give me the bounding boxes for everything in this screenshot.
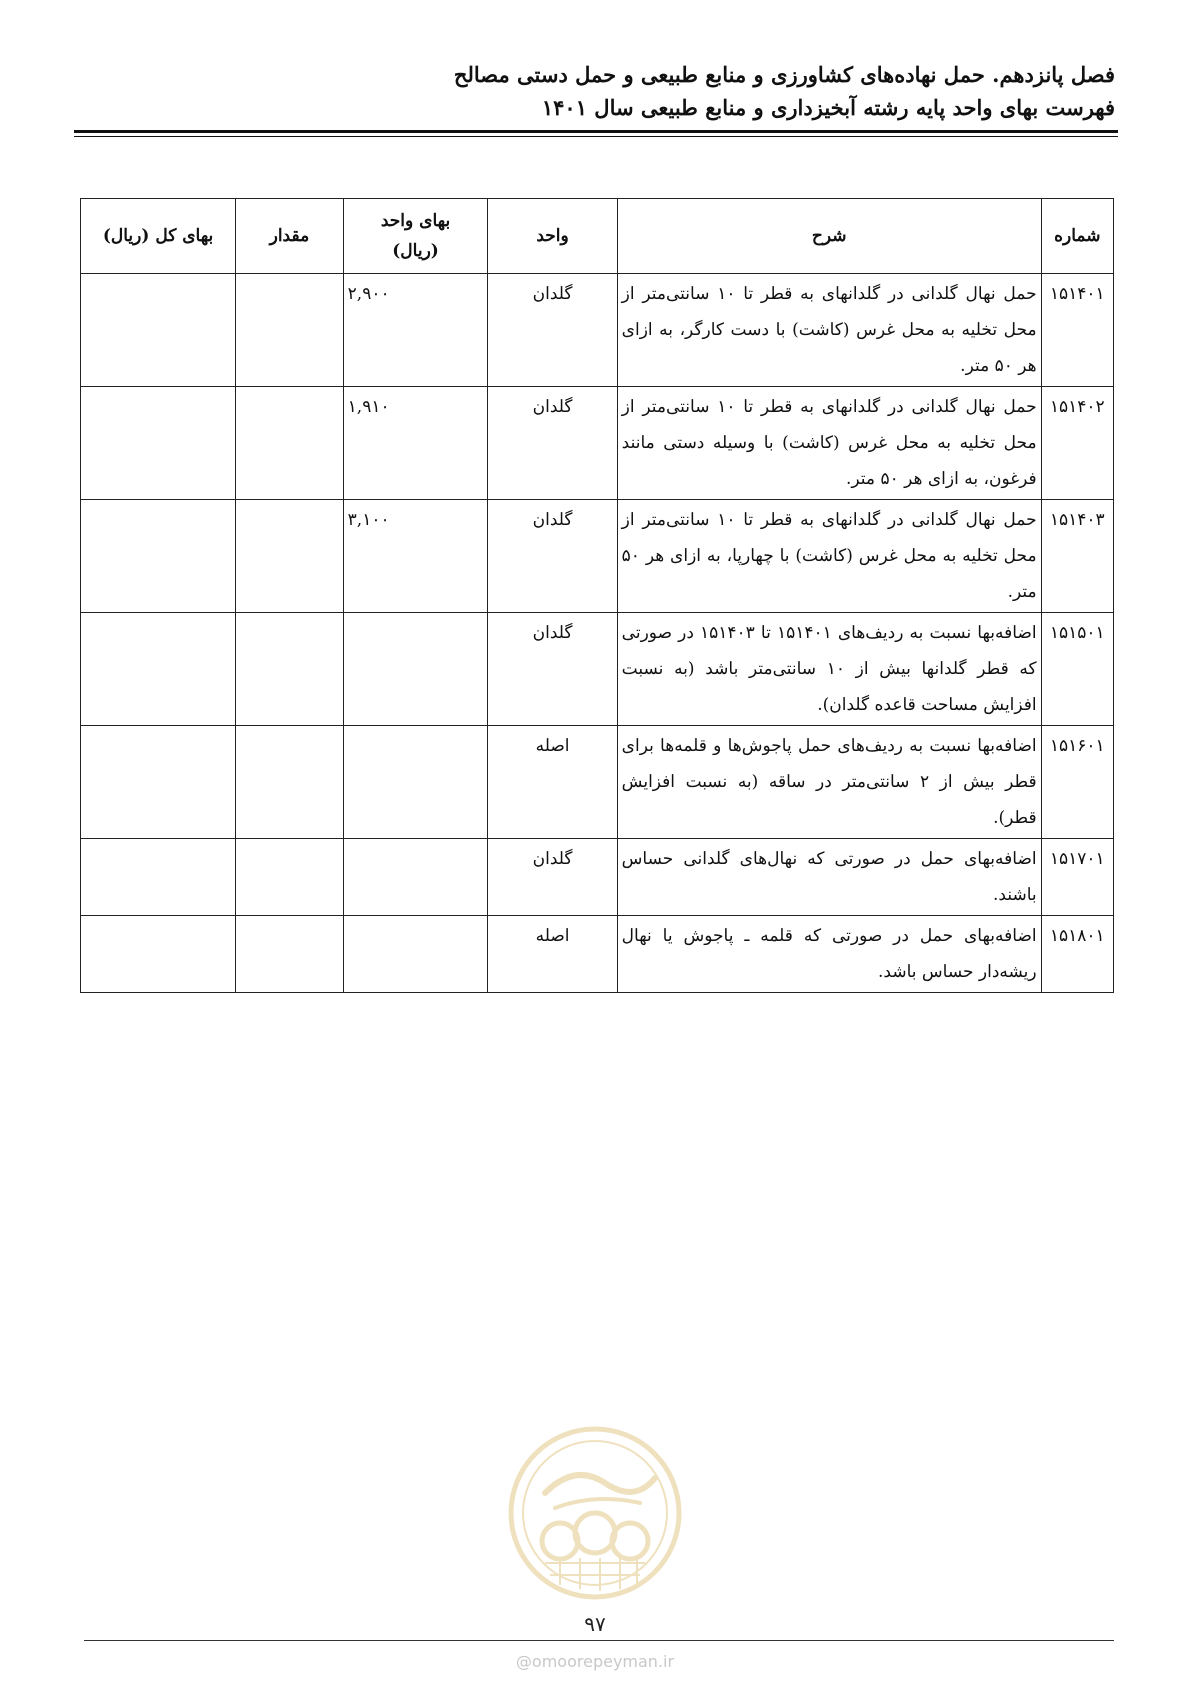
cell-number: ۱۵۱۵۰۱ xyxy=(1041,613,1113,726)
header-unit-price-currency: (ریال) xyxy=(392,241,439,261)
header-unit-price xyxy=(343,199,488,274)
header-rule-thin xyxy=(74,136,1118,137)
table-row xyxy=(81,274,1114,387)
cell-unit-price: ۳,۱۰۰ xyxy=(343,500,488,613)
cell-unit: گلدان xyxy=(488,500,617,613)
cell-total xyxy=(81,500,236,613)
cell-quantity xyxy=(236,500,344,613)
cell-number: ۱۵۱۷۰۱ xyxy=(1041,839,1113,916)
cell-unit: گلدان xyxy=(488,839,617,916)
watermark-text: @omoorepeyman.ir xyxy=(515,1652,675,1671)
cell-unit-price xyxy=(343,916,488,993)
table-row xyxy=(81,726,1114,839)
cell-total xyxy=(81,387,236,500)
price-list-table xyxy=(80,198,1114,993)
page-number: ۹۷ xyxy=(584,1612,606,1636)
seal-logo xyxy=(505,1423,685,1603)
cell-unit: گلدان xyxy=(488,387,617,500)
header-total: بهای کل (ریال) xyxy=(81,199,236,274)
cell-unit-price: ۱,۹۱۰ xyxy=(343,387,488,500)
header-unit: واحد xyxy=(488,199,617,274)
chapter-title: فصل پانزدهم. حمل نهاده‌های کشاورزی و منابع طبیعی و حمل دستی مصالح xyxy=(453,62,1115,87)
cell-description: حمل نهال گلدانی در گلدانهای به قطر تا ۱۰ سانتی‌متر از محل تخلیه به محل غرس (کاشت) با وسیله دستی مانند فرغون، به ازای هر ۵۰ متر. xyxy=(617,387,1041,500)
cell-total xyxy=(81,613,236,726)
document-title: فهرست بهای واحد پایه رشته آبخیزداری و منابع طبیعی سال ۱۴۰۱ xyxy=(541,95,1115,120)
cell-total xyxy=(81,839,236,916)
cell-unit-price xyxy=(343,839,488,916)
cell-unit-price xyxy=(343,613,488,726)
table-row xyxy=(81,613,1114,726)
header-rule-thick xyxy=(74,130,1118,133)
cell-unit: اصله xyxy=(488,726,617,839)
cell-description: اضافه‌بها نسبت به ردیف‌های حمل پاجوش‌ها و قلمه‌ها برای قطر بیش از ۲ سانتی‌متر در ساقه (به نسبت افزایش قطر). xyxy=(617,726,1041,839)
page-header xyxy=(75,58,1115,124)
table-row xyxy=(81,500,1114,613)
cell-number: ۱۵۱۴۰۱ xyxy=(1041,274,1113,387)
header-description: شرح xyxy=(617,199,1041,274)
cell-number: ۱۵۱۸۰۱ xyxy=(1041,916,1113,993)
footer-rule xyxy=(84,1640,1114,1641)
cell-unit: گلدان xyxy=(488,274,617,387)
table-row xyxy=(81,916,1114,993)
cell-number: ۱۵۱۴۰۳ xyxy=(1041,500,1113,613)
cell-description: حمل نهال گلدانی در گلدانهای به قطر تا ۱۰ سانتی‌متر از محل تخلیه به محل غرس (کاشت) با چهارپا، به ازای هر ۵۰ متر. xyxy=(617,500,1041,613)
cell-unit: اصله xyxy=(488,916,617,993)
cell-unit-price xyxy=(343,726,488,839)
cell-description: اضافه‌بها نسبت به ردیف‌های ۱۵۱۴۰۱ تا ۱۵۱۴۰۳ در صورتی که قطر گلدانها بیش از ۱۰ سانتی‌متر باشد (به نسبت افزایش مساحت قاعده گلدان). xyxy=(617,613,1041,726)
cell-quantity xyxy=(236,274,344,387)
cell-quantity xyxy=(236,839,344,916)
cell-total xyxy=(81,274,236,387)
table-row xyxy=(81,387,1114,500)
cell-quantity xyxy=(236,613,344,726)
cell-quantity xyxy=(236,726,344,839)
cell-description: اضافه‌بهای حمل در صورتی که قلمه ـ پاجوش یا نهال ریشه‌دار حساس باشد. xyxy=(617,916,1041,993)
cell-number: ۱۵۱۴۰۲ xyxy=(1041,387,1113,500)
header-quantity: مقدار xyxy=(236,199,344,274)
cell-unit: گلدان xyxy=(488,613,617,726)
header-unit-price-label: بهای واحد xyxy=(380,211,451,231)
cell-number: ۱۵۱۶۰۱ xyxy=(1041,726,1113,839)
cell-quantity xyxy=(236,916,344,993)
cell-description: حمل نهال گلدانی در گلدانهای به قطر تا ۱۰ سانتی‌متر از محل تخلیه به محل غرس (کاشت) با دست کارگر، به ازای هر ۵۰ متر. xyxy=(617,274,1041,387)
cell-unit-price: ۲,۹۰۰ xyxy=(343,274,488,387)
cell-total xyxy=(81,726,236,839)
cell-description: اضافه‌بهای حمل در صورتی که نهال‌های گلدانی حساس باشند. xyxy=(617,839,1041,916)
cell-quantity xyxy=(236,387,344,500)
header-number: شماره xyxy=(1041,199,1113,274)
table-header-row xyxy=(81,199,1114,274)
table-row xyxy=(81,839,1114,916)
cell-total xyxy=(81,916,236,993)
